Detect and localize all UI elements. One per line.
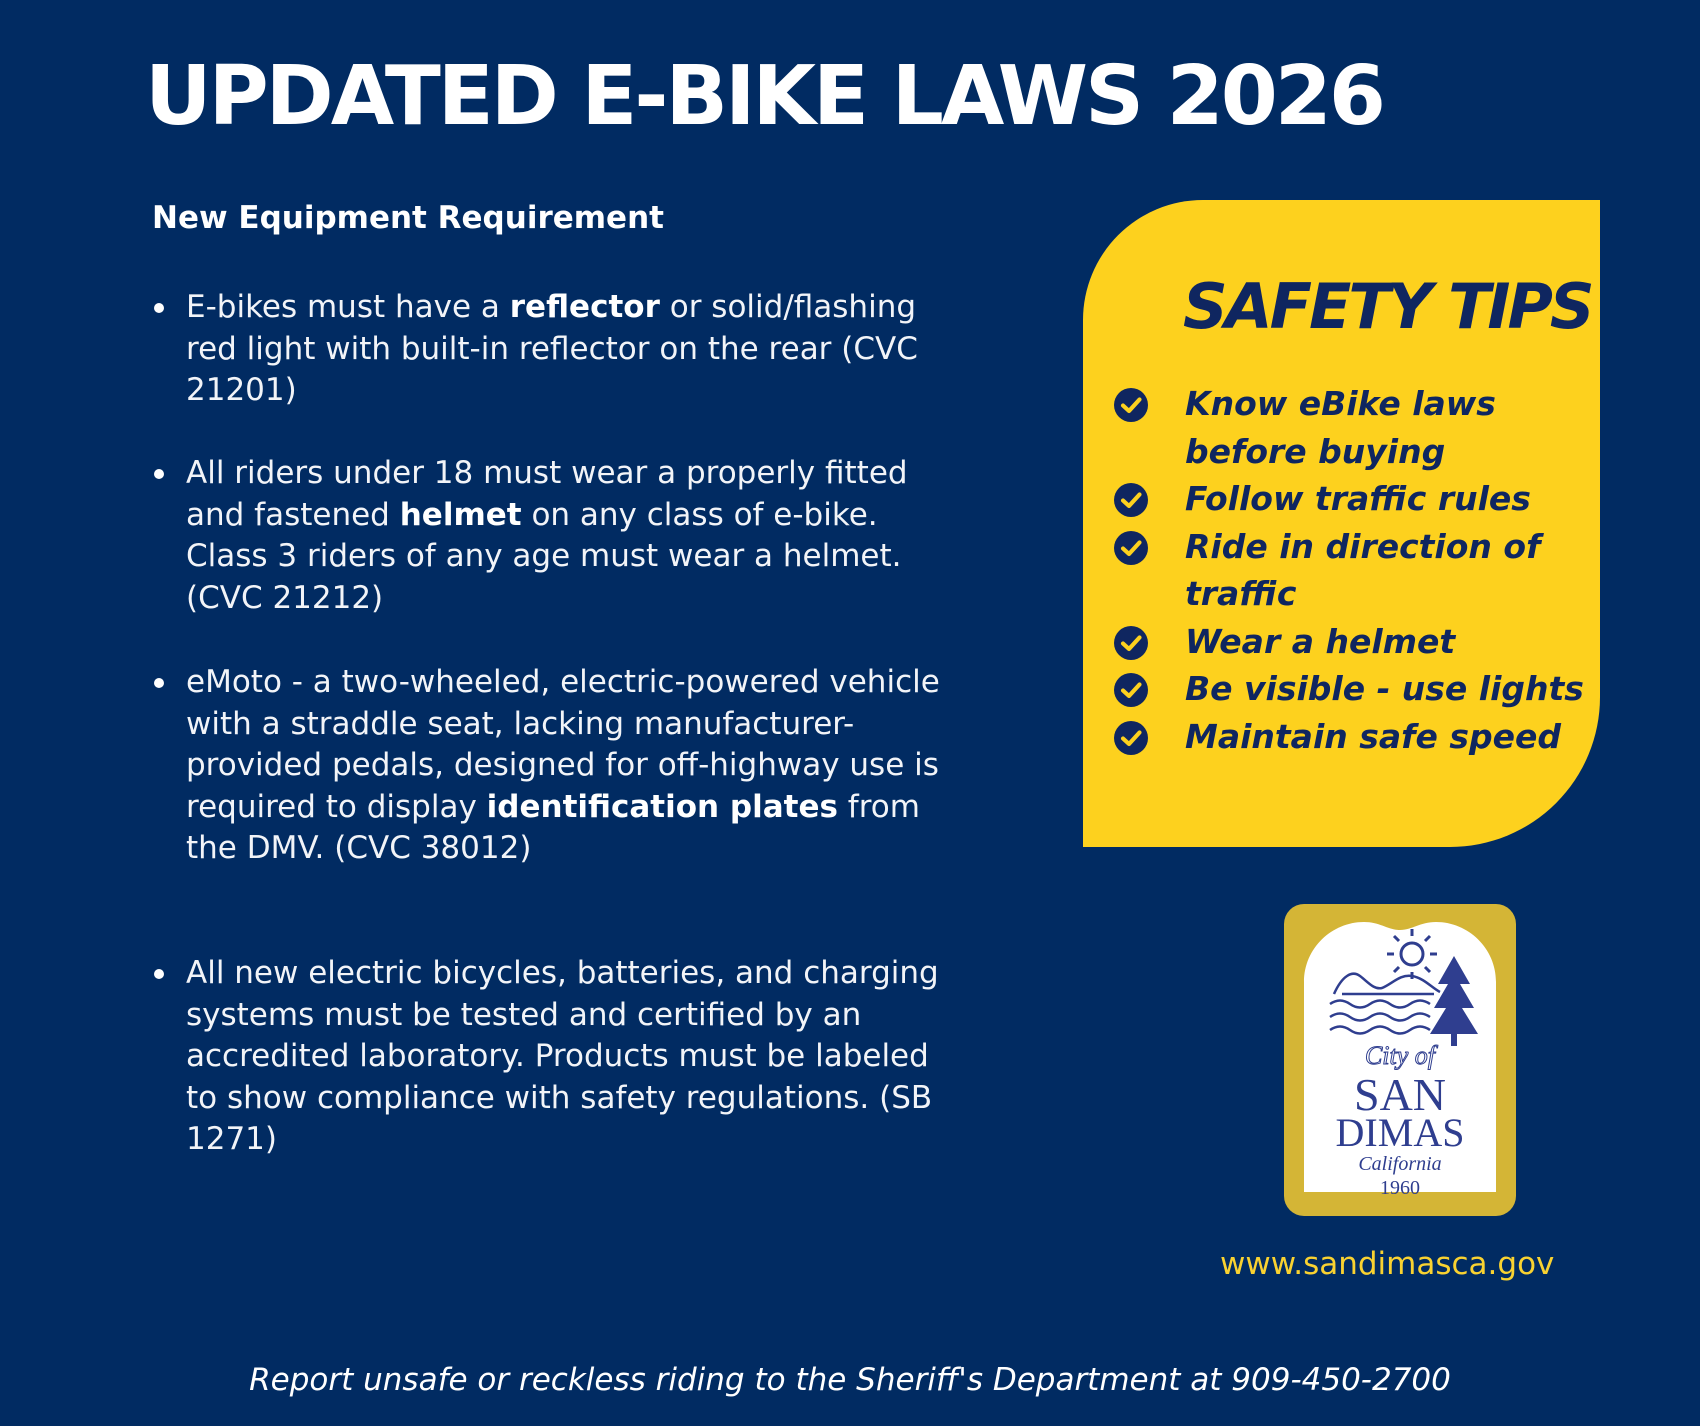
logo-year: 1960	[1380, 1177, 1420, 1199]
bullet-emoto	[186, 662, 946, 870]
safety-tips-panel	[1083, 200, 1600, 847]
bullet-text: eMoto - a two-wheeled, electric-powered vehicle with a straddle seat, lacking manufacturer-provided pedals, designed for off-highway use is required to display	[186, 664, 940, 825]
safety-tip-item	[1113, 475, 1593, 523]
check-circle-icon	[1113, 672, 1149, 708]
bullet-text: from the DMV. (CVC 38012)	[186, 788, 920, 866]
bullet-keyword: helmet	[399, 496, 522, 533]
safety-tip-text: Follow traffic rules	[1185, 479, 1531, 518]
logo-san: SAN	[1353, 1069, 1447, 1120]
bullet-text: or solid/flashing red light with built-in reflector on the rear (CVC 21201)	[186, 289, 918, 408]
page-title: UPDATED E-BIKE LAWS 2026	[145, 49, 1383, 144]
bullet-keyword: reflector	[509, 289, 660, 325]
check-circle-icon	[1113, 530, 1149, 566]
safety-tip-text: Maintain safe speed	[1185, 716, 1562, 756]
safety-tip-text: Be visible - use lights	[1185, 669, 1584, 708]
safety-tip-item	[1113, 380, 1593, 475]
bullet-reflector	[186, 287, 946, 412]
safety-tip-item	[1113, 618, 1593, 666]
footer-report-text: Report unsafe or reckless riding to the Sheriff's Department at 909-450-2700	[249, 1362, 1451, 1398]
safety-tip-item	[1113, 523, 1593, 618]
safety-tip-text: Ride in direction of traffic	[1185, 526, 1541, 613]
bullet-text: on any class of e-bike. Class 3 riders of any age must wear a helmet. (CVC 21212)	[186, 496, 902, 616]
safety-tips-list	[1113, 380, 1593, 760]
check-circle-icon	[1113, 720, 1149, 756]
safety-tips-title: SAFETY TIPS	[1183, 270, 1592, 343]
section-heading: New Equipment Requirement	[152, 200, 664, 236]
bullet-helmet	[186, 453, 946, 619]
check-circle-icon	[1113, 387, 1149, 423]
safety-tip-text: Know eBike laws before buying	[1185, 384, 1496, 471]
bullet-certification	[186, 953, 946, 1161]
city-seal-logo	[1284, 904, 1516, 1216]
logo-california: California	[1358, 1153, 1442, 1175]
bullet-text: All riders under 18 must wear a properly fitted and fastened	[186, 455, 908, 533]
logo-city-of: City of	[1364, 1041, 1436, 1070]
logo-dimas: DIMAS	[1335, 1110, 1465, 1155]
check-circle-icon	[1113, 482, 1149, 518]
safety-tip-item	[1113, 713, 1593, 761]
safety-tip-text: Wear a helmet	[1185, 621, 1456, 661]
safety-tip-item	[1113, 665, 1593, 713]
bullet-keyword: identification plates	[486, 788, 838, 825]
check-circle-icon	[1113, 625, 1149, 661]
bullet-text: E-bikes must have a	[186, 289, 510, 325]
website-link[interactable]: www.sandimasca.gov	[1220, 1246, 1555, 1282]
bullet-text: All new electric bicycles, batteries, and charging systems must be tested and certified by an accredited laboratory. Products must be labeled to show compliance with safety regulations. (SB 1271)	[186, 955, 939, 1157]
